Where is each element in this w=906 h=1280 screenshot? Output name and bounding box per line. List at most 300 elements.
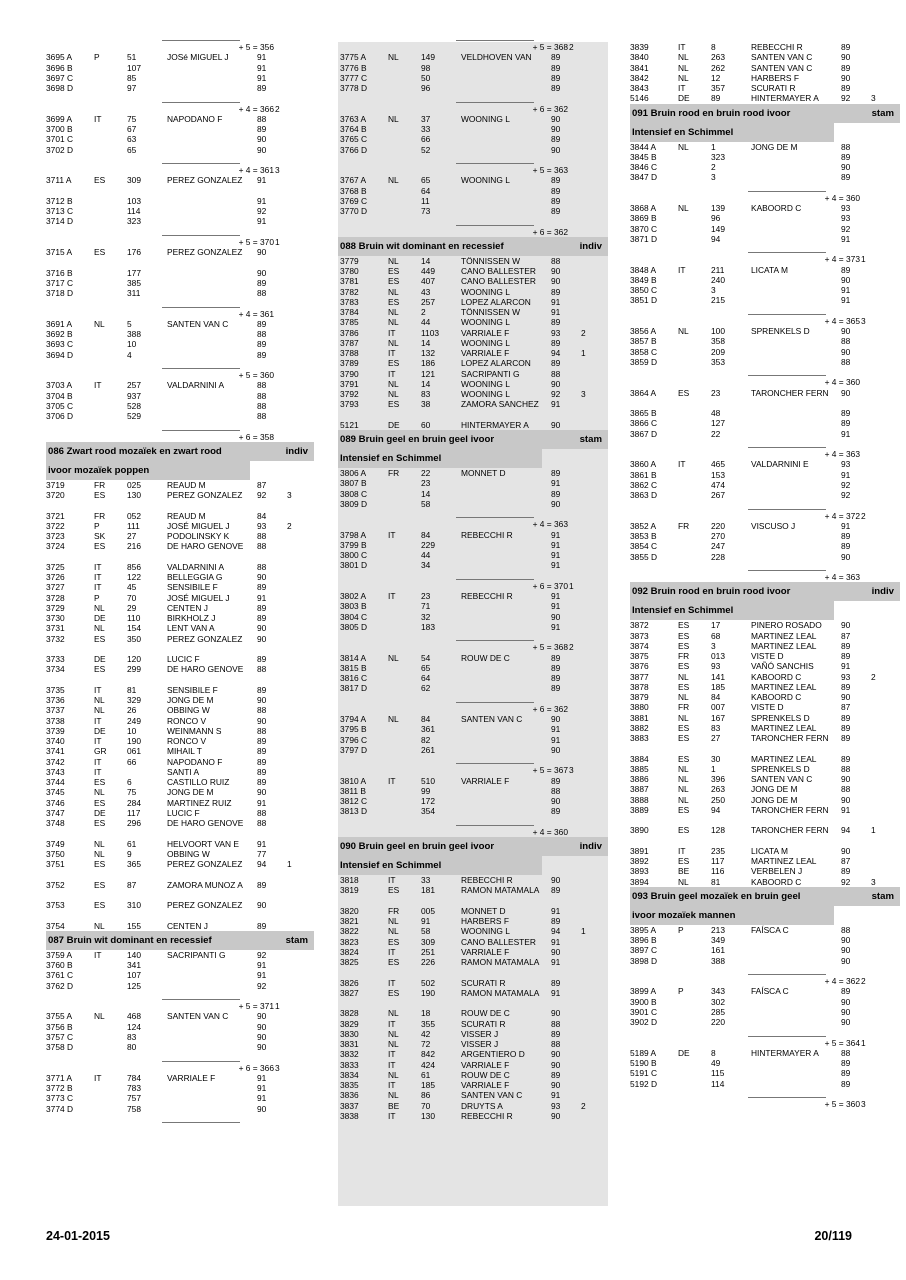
country-code: ES: [388, 957, 400, 967]
points: 90: [551, 378, 561, 389]
ring-number: 3872: [630, 620, 649, 631]
bird-number: 407: [421, 276, 435, 287]
ring-number: 3737: [46, 705, 65, 716]
ring-number: 3729: [46, 602, 65, 613]
ring-number: 3752: [46, 879, 65, 890]
country-code: IT: [94, 684, 102, 695]
team-total: [338, 827, 608, 837]
total-value: + 6 = 362: [532, 703, 568, 714]
prize-rank: [287, 746, 307, 756]
team-total: [338, 519, 608, 529]
table-row: [46, 746, 314, 756]
team-total: [338, 227, 608, 237]
breeder-name: [751, 541, 841, 551]
prize-rank: [871, 733, 891, 754]
points: 91: [257, 52, 267, 63]
points: 88: [257, 411, 267, 421]
breeder-name: OBBING W: [167, 848, 210, 859]
table-row: [46, 1093, 314, 1103]
table-row: [630, 285, 900, 295]
breeder-name: [167, 63, 257, 73]
country-code: [388, 683, 421, 693]
points: 88: [841, 356, 851, 367]
ring-number: 3887: [630, 784, 649, 795]
points: 90: [841, 1006, 851, 1017]
points: 89: [551, 683, 561, 694]
ring-number: 3791: [340, 378, 359, 389]
table-row: [338, 530, 608, 540]
prize-rank: [581, 63, 601, 73]
total-divider-line: [748, 570, 826, 571]
bird-number: 220: [711, 520, 725, 531]
prize-rank: [581, 601, 601, 611]
breeder-name: SPRENKELS D: [751, 326, 810, 336]
ring-number: 3869 B: [630, 213, 657, 224]
table-row: [338, 926, 608, 936]
ring-number: 3783: [340, 296, 359, 307]
points: 77: [257, 848, 267, 859]
prize-rank: [871, 326, 891, 336]
bird-number: 285: [711, 1006, 725, 1017]
table-row: [630, 672, 900, 682]
breeder-name: JOSé MIGUEL J: [167, 52, 229, 63]
breeder-name: [167, 391, 257, 401]
table-row: [338, 478, 608, 488]
prize-rank: [287, 593, 307, 603]
country-code: [94, 401, 127, 411]
section-title: 089 Bruin geel en bruin geel ivoor: [340, 434, 495, 445]
points: 90: [257, 695, 267, 705]
country-code: IT: [94, 380, 102, 391]
country-code: DE: [94, 725, 106, 736]
table-row: [46, 757, 314, 767]
bird-number: 49: [711, 1058, 721, 1068]
breeder-name: VARRIALE F: [461, 946, 510, 957]
prize-rank: [287, 921, 307, 931]
breeder-name: [751, 336, 841, 346]
ring-number: 3898 D: [630, 955, 658, 966]
prize-rank: [871, 83, 891, 93]
prize-rank: [287, 950, 307, 960]
country-code: [678, 285, 711, 295]
prize-rank: [871, 234, 891, 244]
country-code: [388, 560, 421, 570]
bird-number: 396: [711, 774, 725, 784]
section-kind: indiv: [285, 445, 308, 457]
prize-rank: [581, 145, 601, 155]
points: 89: [841, 1078, 851, 1089]
table-row: [630, 945, 900, 955]
country-code: ES: [678, 722, 690, 733]
breeder-name: SANTI A: [167, 766, 200, 777]
team-total: [338, 765, 608, 775]
prize-rank: [581, 1090, 601, 1100]
country-code: [94, 206, 127, 216]
country-code: [94, 981, 127, 991]
points: 89: [841, 640, 851, 651]
points: 90: [841, 346, 851, 357]
table-row: [338, 134, 608, 144]
team-total: [46, 42, 314, 52]
section-kind: stam: [871, 890, 894, 902]
bird-number: 267: [711, 490, 725, 500]
prize-rank: [287, 52, 307, 62]
table-row: [630, 490, 900, 500]
table-row: [630, 52, 900, 62]
table-row: [46, 521, 314, 531]
prize-rank: [871, 295, 891, 305]
total-value: + 5 = 363: [532, 165, 568, 175]
points: 89: [551, 916, 561, 926]
prize-rank: [287, 1042, 307, 1052]
breeder-name: MONNET D: [461, 905, 506, 916]
bird-number: 72: [421, 1039, 431, 1049]
breeder-name: [461, 63, 551, 73]
country-code: ES: [388, 399, 400, 410]
prize-rank: [871, 1058, 891, 1068]
prize-rank: [871, 866, 891, 876]
ring-number: 3749: [46, 838, 65, 849]
table-row: [630, 275, 900, 285]
bird-number: 167: [711, 712, 725, 723]
bird-number: 1: [711, 763, 716, 774]
bird-number: 51: [127, 52, 137, 63]
breeder-name: [751, 408, 841, 418]
table-row: [630, 234, 900, 244]
prize-rank: [581, 673, 601, 683]
country-code: IT: [388, 775, 396, 786]
bird-number: 783: [127, 1083, 141, 1093]
points: 91: [841, 295, 851, 306]
country-code: DE: [388, 419, 400, 430]
breeder-name: REBECCHI R: [461, 875, 513, 885]
prize-rank: [871, 997, 891, 1007]
bird-number: 67: [127, 124, 137, 134]
ring-number: 3774 D: [46, 1103, 74, 1114]
breeder-name: [167, 145, 257, 155]
ring-number: 3715 A: [46, 247, 73, 257]
breeder-name: DE HARO GENOVE: [167, 664, 244, 675]
country-code: NL: [94, 602, 105, 613]
country-code: [678, 234, 711, 244]
bird-number: 323: [127, 216, 141, 227]
ring-number: 3705 C: [46, 400, 74, 411]
breeder-name: SANTEN VAN C: [167, 318, 229, 329]
country-code: [388, 612, 421, 622]
prize-rank: [871, 956, 891, 966]
bird-number: 172: [421, 796, 435, 806]
bird-number: 75: [127, 787, 137, 798]
points: 90: [257, 787, 267, 798]
table-row: [630, 63, 900, 73]
country-code: [678, 935, 711, 945]
table-row: [338, 186, 608, 196]
breeder-name: PEREZ GONZALEZ: [167, 859, 243, 869]
prize-rank: [581, 175, 601, 185]
section-subtitle: ivoor mozaïek mannen: [630, 906, 834, 925]
points: 91: [551, 987, 561, 998]
breeder-name: [751, 224, 841, 234]
points: 88: [551, 368, 561, 379]
prize-rank: [581, 276, 601, 286]
breeder-name: [751, 945, 841, 955]
total-value: + 6 = 362: [532, 103, 568, 114]
prize-rank: [871, 1079, 891, 1089]
prize-rank: [871, 986, 891, 996]
points: 91: [551, 399, 561, 410]
total-rank: 3: [569, 765, 574, 776]
prize-rank: [871, 651, 891, 661]
points: 92: [257, 980, 267, 991]
country-code: [388, 806, 421, 816]
table-row: [46, 777, 314, 787]
points: 94: [551, 348, 561, 358]
bird-number: 32: [421, 611, 431, 622]
points: 89: [257, 613, 267, 623]
breeder-name: [751, 1007, 841, 1017]
breeder-name: HARBERS F: [751, 72, 799, 83]
total-value: + 4 = 360: [532, 826, 568, 837]
country-code: NL: [678, 692, 689, 702]
country-code: [388, 478, 421, 488]
ring-number: 3856 A: [630, 326, 657, 336]
points: 91: [551, 591, 561, 601]
bird-number: 81: [127, 684, 137, 695]
bird-number: 61: [127, 838, 137, 849]
table-row: [338, 806, 608, 816]
country-code: NL: [678, 774, 689, 784]
ring-number: 3888: [630, 794, 649, 805]
breeder-name: KABOORD C: [751, 876, 802, 887]
country-code: [94, 1022, 127, 1032]
prize-rank: [581, 478, 601, 488]
breeder-name: [751, 490, 841, 500]
total-value: + 4 = 361: [238, 308, 274, 319]
bird-number: 183: [421, 621, 435, 632]
bird-number: 107: [127, 62, 141, 73]
ring-number: 3772 B: [46, 1083, 73, 1093]
breeder-name: [751, 295, 841, 305]
ring-number: 3859 D: [630, 356, 658, 367]
ring-number: 3717 C: [46, 277, 74, 288]
ring-number: 3835: [340, 1080, 359, 1090]
points: 91: [257, 1083, 267, 1093]
breeder-name: [751, 429, 841, 439]
prize-rank: [287, 145, 307, 155]
bird-number: 757: [127, 1093, 141, 1104]
bird-number: 474: [711, 479, 725, 490]
table-row: [630, 620, 900, 630]
ring-number: 3727: [46, 582, 65, 593]
ring-number: 3795 B: [340, 724, 367, 735]
country-code: [388, 73, 421, 83]
points: 89: [257, 777, 267, 787]
bird-number: 249: [127, 715, 141, 726]
points: 92: [841, 223, 851, 234]
prize-rank: [581, 297, 601, 307]
bird-number: 26: [127, 705, 137, 716]
table-row: [630, 357, 900, 367]
ring-number: 3723: [46, 531, 65, 541]
table-row: [338, 947, 608, 957]
table-row: [338, 145, 608, 155]
bird-number: 215: [711, 295, 725, 306]
ring-number: 3802 A: [340, 591, 367, 601]
prize-rank: [287, 798, 307, 808]
bird-number: 784: [127, 1072, 141, 1083]
table-row: [630, 142, 900, 152]
bird-number: 177: [127, 267, 141, 278]
points: 89: [551, 358, 561, 369]
breeder-name: CENTEN J: [167, 920, 208, 931]
points: 88: [257, 807, 267, 818]
country-code: IT: [388, 1018, 396, 1029]
prize-rank: [287, 695, 307, 705]
ring-number: 3778 D: [340, 83, 368, 93]
breeder-name: WOONING L: [461, 113, 510, 124]
points: 89: [551, 72, 561, 83]
ring-number: 3706 D: [46, 411, 74, 421]
breeder-name: REBECCHI R: [461, 591, 513, 601]
country-code: P: [678, 924, 684, 935]
bird-number: 14: [421, 255, 431, 266]
ring-number: 3748: [46, 818, 65, 828]
ring-number: 3692 B: [46, 329, 73, 339]
country-code: ES: [94, 175, 106, 186]
ring-number: 3758 D: [46, 1042, 74, 1052]
points: 90: [841, 692, 851, 702]
bird-number: 87: [127, 879, 137, 890]
points: 90: [257, 900, 267, 910]
bird-number: 251: [421, 946, 435, 957]
points: 93: [551, 1100, 561, 1111]
points: 90: [841, 935, 851, 945]
table-row: [338, 369, 608, 379]
points: 90: [551, 875, 561, 885]
points: 91: [841, 661, 851, 672]
table-row: [630, 925, 900, 935]
prize-rank: [871, 470, 891, 480]
points: 92: [841, 93, 851, 104]
points: 91: [551, 529, 561, 540]
table-row: [46, 350, 314, 360]
points: 93: [841, 203, 851, 213]
breeder-name: [167, 401, 257, 411]
country-code: [94, 83, 127, 93]
breeder-name: VISCUSO J: [751, 520, 796, 531]
table-row: [630, 162, 900, 172]
points: 89: [841, 62, 851, 73]
table-row: [338, 420, 608, 430]
breeder-name: WOONING L: [461, 286, 510, 297]
country-code: DE: [94, 654, 106, 664]
team-total: [46, 432, 314, 442]
table-row: [338, 379, 608, 389]
country-code: [94, 1083, 127, 1093]
breeder-name: [461, 145, 551, 155]
country-code: NL: [94, 318, 105, 329]
country-code: NL: [678, 876, 689, 887]
table-row: [46, 114, 314, 124]
ring-number: 3728: [46, 592, 65, 603]
bird-number: 240: [711, 274, 725, 285]
prize-rank: [871, 490, 891, 500]
points: 91: [551, 936, 561, 947]
table-row: [46, 124, 314, 134]
ring-number: 3777 C: [340, 72, 368, 83]
table-row: [338, 328, 608, 338]
country-code: IT: [94, 766, 102, 777]
country-code: [388, 786, 421, 796]
country-code: NL: [94, 920, 105, 931]
prize-rank: [287, 1022, 307, 1032]
bird-number: 309: [127, 175, 141, 186]
country-code: [94, 1104, 127, 1114]
country-code: ES: [678, 804, 690, 815]
section-header: [46, 931, 314, 950]
points: 89: [551, 175, 561, 186]
breeder-name: REBECCHI R: [461, 529, 513, 540]
bird-number: 23: [421, 591, 431, 601]
breeder-name: [751, 1079, 841, 1089]
ring-number: 3878: [630, 681, 649, 692]
points: 88: [841, 336, 851, 347]
points: 91: [551, 601, 561, 612]
prize-rank: [287, 196, 307, 206]
country-code: FR: [388, 468, 400, 478]
country-code: [388, 186, 421, 196]
points: 89: [841, 722, 851, 733]
country-code: [678, 1017, 711, 1027]
bird-number: 309: [421, 936, 435, 947]
points: 89: [841, 531, 851, 541]
table-row: [46, 950, 314, 960]
total-divider-line: [748, 314, 826, 315]
ring-number: 3818: [340, 875, 359, 885]
table-row: [46, 839, 314, 849]
country-code: IT: [388, 368, 396, 379]
country-code: NL: [388, 317, 399, 328]
prize-rank: [287, 1032, 307, 1042]
prize-rank: [287, 1104, 307, 1114]
breeder-name: [167, 411, 257, 421]
bird-number: 257: [127, 380, 141, 391]
prize-rank: [581, 379, 601, 389]
ring-number: 3890: [630, 825, 649, 836]
country-code: NL: [678, 141, 689, 152]
breeder-name: SANTEN VAN C: [461, 1090, 523, 1101]
points: 90: [551, 266, 561, 276]
table-row: [630, 795, 900, 805]
breeder-name: CANO BALLESTER: [461, 266, 536, 276]
points: 90: [551, 1049, 561, 1060]
points: 91: [551, 724, 561, 735]
points: 88: [841, 763, 851, 774]
ring-number: 3750: [46, 848, 65, 859]
points: 91: [841, 285, 851, 295]
team-total: [46, 370, 314, 380]
points: 94: [257, 859, 267, 869]
prize-rank: [287, 134, 307, 144]
breeder-name: [167, 206, 257, 216]
breeder-name: DE HARO GENOVE: [167, 818, 244, 828]
bird-number: 121: [421, 368, 435, 379]
country-code: IT: [94, 736, 102, 746]
points: 89: [841, 541, 851, 552]
breeder-name: MARTINEZ LEAL: [751, 640, 817, 651]
ring-number: 3810 A: [340, 775, 367, 786]
section-subtitle: Intensief en Schimmel: [338, 856, 542, 875]
